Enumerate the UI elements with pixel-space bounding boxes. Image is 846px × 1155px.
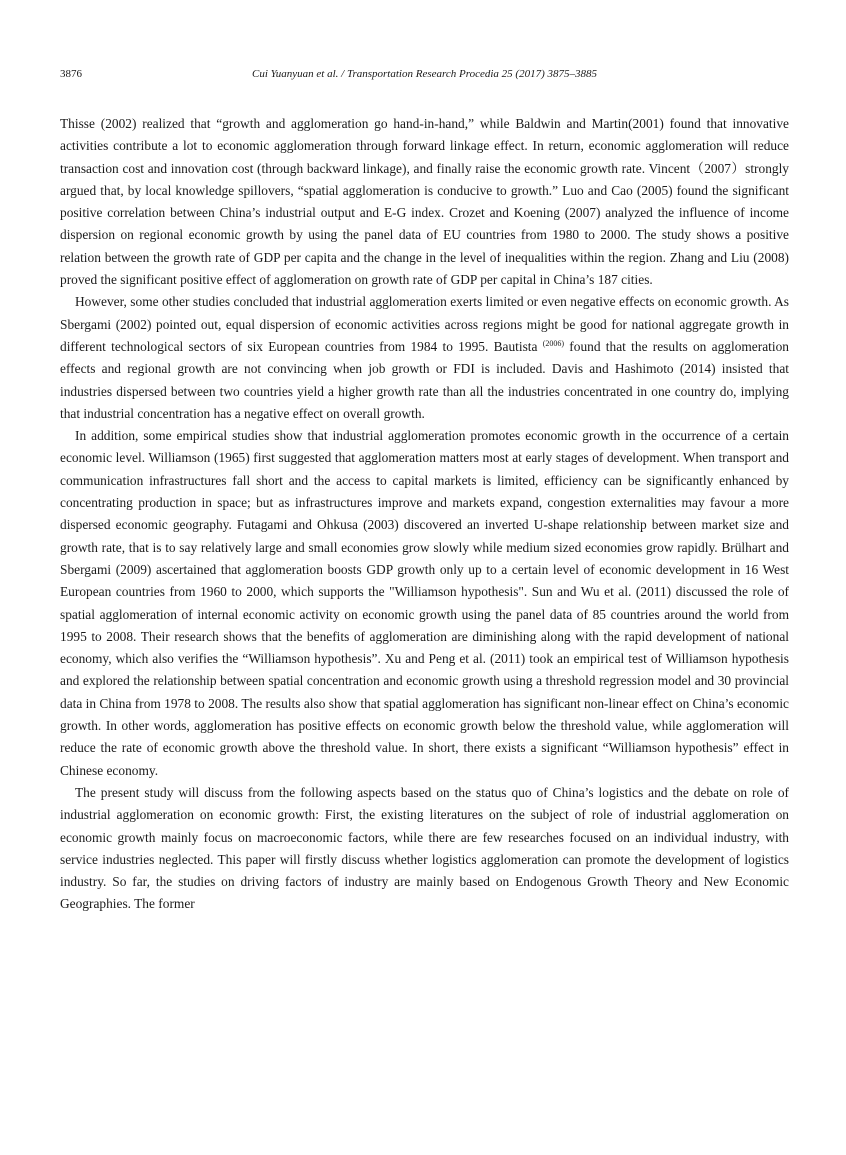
page-number: 3876 <box>60 68 82 80</box>
body-text <box>60 113 789 916</box>
citation-superscript: (2006) <box>542 338 565 348</box>
paragraph-2 <box>60 291 789 425</box>
journal-citation: Cui Yuanyuan et al. / Transportation Research Procedia 25 (2017) 3875–3885 <box>252 68 597 80</box>
paragraph-3: In addition, some empirical studies show that industrial agglomeration promotes economic growth in the occurrence of a certain economic level. Williamson (1965) first suggested that agglomeration matters most at early stages of development. When transport and communication infrastructures fall short and the access to capital markets is limited, efficiency can be significantly enhanced by concentrating production in space; but as infrastructures improve and markets expand, congestion externalities may favour a more dispersed economic geography. Futagami and Ohkusa (2003) discovered an inverted U-shape relationship between market size and growth rate, that is to say relatively large and small economies grow slowly while medium sized economies grow rapidly. Brülhart and Sbergami (2009) ascertained that agglomeration boosts GDP growth only up to a certain level of economic development in 16 West European countries from 1960 to 2000, which supports the "Williamson hypothesis". Sun and Wu et al. (2011) discussed the role of spatial agglomeration of internal economic activity on economic growth using the panel data of 85 countries around the world from 1995 to 2008. Their research shows that the benefits of agglomeration are diminishing along with the rapid development of national economy, which also verifies the “Williamson hypothesis”. Xu and Peng et al. (2011) took an empirical test of Williamson hypothesis and explored the relationship between spatial concentration and economic growth using a threshold regression model and 30 provincial data in China from 1978 to 2008. The results also show that spatial agglomeration has significant non-linear effect on China’s economic growth. In other words, agglomeration has positive effects on economic growth below the threshold value, while agglomeration will reduce the rate of economic growth above the threshold value. In short, there exists a significant “Williamson hypothesis” effect in Chinese economy. <box>60 428 789 778</box>
paragraph-2-text-b: found that the results on agglomeration effects and regional growth are not convincing when job growth or FDI is included. Davis and Hashimoto (2014) insisted that industries dispersed between two countries yield a higher growth rate than all the industries concentrated in one country do, implying that industrial concentration has a negative effect on overall growth. <box>60 338 789 421</box>
paragraph-4: The present study will discuss from the following aspects based on the status quo of China’s logistics and the debate on role of industrial agglomeration on economic growth: First, the existing literatures on the subject of role of industrial agglomeration on economic growth mainly focus on macroeconomic factors, while there are few researches focused on an individual industry, with service industries neglected. This paper will firstly discuss whether logistics agglomeration can promote the development of logistics industry. So far, the studies on driving factors of industry are mainly based on Endogenous Growth Theory and New Economic Geographies. The former <box>60 784 789 912</box>
running-header <box>60 68 789 86</box>
paragraph-2-text-a: However, some other studies concluded that industrial agglomeration exerts limited or even negative effects on economic growth. As Sbergami (2002) pointed out, equal dispersion of economic activities across regions might be good for national aggregate growth in different technological sectors of six European countries from 1984 to 1995. Bautista <box>60 294 789 354</box>
paragraph-1: Thisse (2002) realized that “growth and agglomeration go hand-in-hand,” while Baldwin and Martin(2001) found that innovative activities contribute a lot to economic agglomeration through forward linkage effect. In return, economic agglomeration will reduce transaction cost and innovation cost (through backward linkage), and finally raise the economic growth rate. Vincent（2007）strongly argued that, by local knowledge spillovers, “spatial agglomeration is conducive to growth.” Luo and Cao (2005) found the significant positive correlation between China’s industrial output and E-G index. Crozet and Koening (2007) analyzed the influence of income dispersion on regional economic growth by using the panel data of EU countries from 1980 to 2000. The study shows a positive relation between the growth rate of GDP per capita and the change in the level of inequalities within the region. Zhang and Liu (2008) proved the significant positive effect of agglomeration on growth rate of GDP per capital in China’s 187 cities. <box>60 116 789 288</box>
